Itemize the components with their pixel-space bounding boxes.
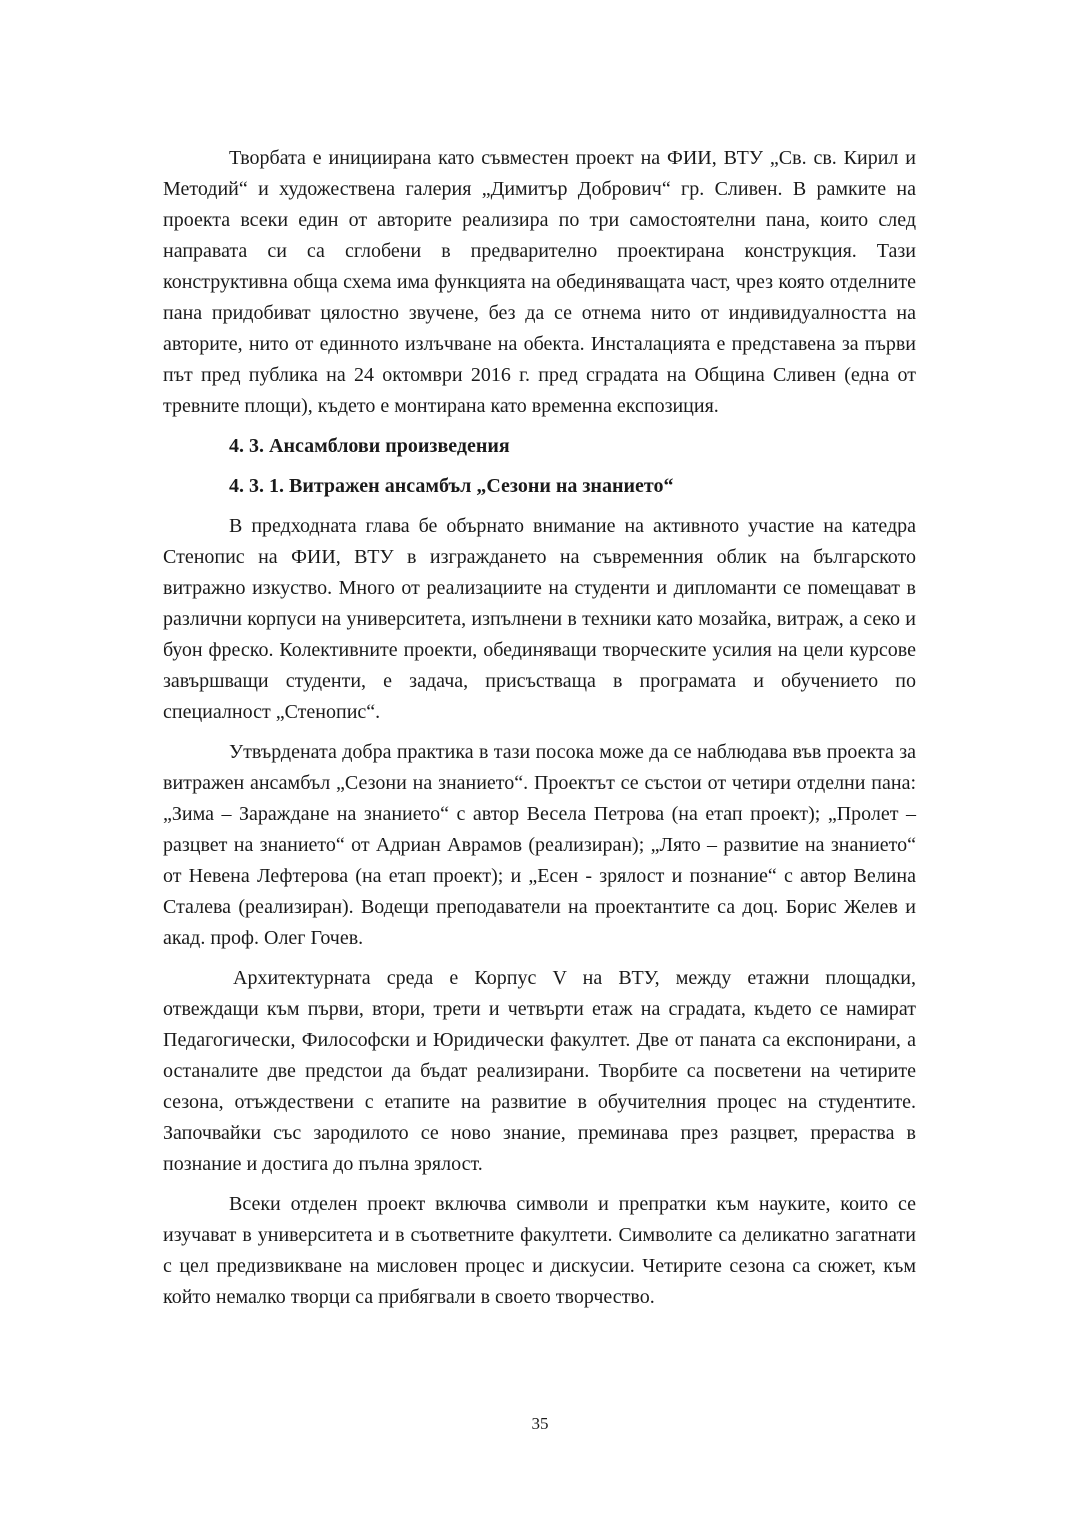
subsection-heading: 4. 3. 1. Витражен ансамбъл „Сезони на знанието“	[229, 475, 674, 497]
paragraph-previous-chapter: В предходната глава бе обърнато внимание на активното участие на катедра Стенопис на ФИИ, ВТУ в изграждането на съвременния облик на българското витражно изкуство. Много от реализациите на студенти и дипломанти се помещават в различни корпуси на университета, изпълнени в техники като мозайка, витраж, а секо и буон фреско. Колективните проекти, обединяващи творческите усилия на цели курсове завършващи студенти, е задача, присъстваща в програмата и обучението по специалност „Стенопис“.	[163, 515, 916, 723]
paragraph-installation: Творбата е инициирана като съвместен проект на ФИИ, ВТУ „Св. св. Кирил и Методий“ и художествена галерия „Димитър Добрович“ гр. Сливен. В рамките на проекта всеки един от авторите реализира по три самостоятелни пана, които след направата си са сглобени в предварително проектирана конструкция. Тази конструктивна обща схема има функцията на обединяващата част, чрез която отделните пана придобиват цялостно звучене, без да се отнема нито от индивидуалността на авторите, нито от единното излъчване на обекта. Инсталацията е представена за първи път пред публика на 24 октомври 2016 г. пред сградата на Община Сливен (една от тревните площи), където е монтирана като временна експозиция.	[163, 147, 916, 417]
paragraph-symbols: Всеки отделен проект включва символи и препратки към науките, които се изучават в университета и в съответните факултети. Символите са деликатно загатнати с цел предизвикване на мисловен процес и дискусии. Четирите сезона са сюжет, към който немалко творци са прибягвали в своето творчество.	[163, 1193, 916, 1308]
page-number: 35	[531, 1414, 549, 1433]
paragraph-seasons-project: Утвърдената добра практика в тази посока може да се наблюдава във проекта за витражен ансамбъл „Сезони на знанието“. Проектът се състои от четири отделни пана: „Зима – Зараждане на знанието“ с автор Весела Петрова (на етап проект); „Пролет – разцвет на знанието“ от Адриан Аврамов (реализиран); „Лято – развитие на знанието“ от Невена Лефтерова (на етап проект); и „Есен - зрялост и познание“ с автор Велина Сталева (реализиран). Водещи преподаватели на проектантите са доц. Борис Желев и акад. проф. Олег Гочев.	[163, 741, 916, 949]
paragraph-architecture: Архитектурната среда е Корпус V на ВТУ, между етажни площадки, отвеждащи към първи, втори, трети и четвърти етаж на сградата, където се намират Педагогически, Философски и Юридически факултет. Две от паната са експонирани, а останалите две предстои да бъдат реализирани. Творбите са посветени на четирите сезона, отъждествени с етапите на развитие в обучителния процес на студентите. Започвайки със зародилото се ново знание, преминава през разцвет, прераства в познание и достига до пълна зрялост.	[163, 967, 916, 1175]
section-heading: 4. 3. Ансамблови произведения	[229, 435, 510, 457]
body-text	[163, 143, 916, 1322]
